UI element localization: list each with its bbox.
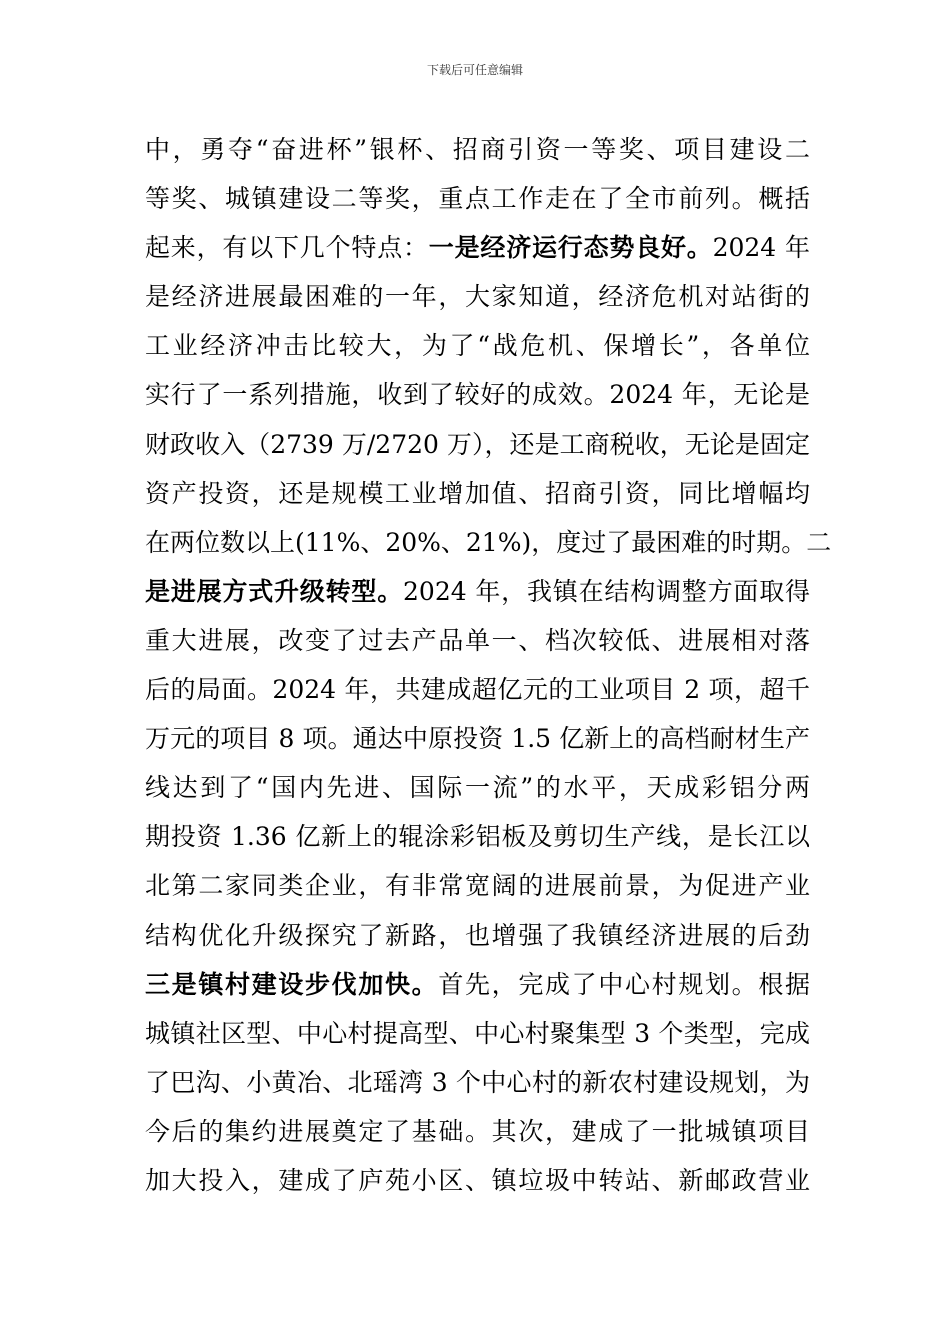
paragraph-text: 资产投资，还是规模工业增加值、招商引资，同比增幅均 — [145, 478, 810, 508]
paragraph-text: 实行了一系列措施，收到了较好的成效。2024 年，无论是 — [145, 380, 810, 410]
body-text — [145, 125, 832, 1205]
text-line — [145, 420, 810, 469]
text-line — [145, 960, 810, 1009]
paragraph-text: 在两位数以上(11%、20%、21%)，度过了最困难的时期。二 — [145, 527, 832, 557]
paragraph-text: 城镇社区型、中心村提高型、中心村聚集型 3 个类型，完成 — [145, 1018, 810, 1048]
text-line — [145, 1156, 810, 1205]
paragraph-text: 北第二家同类企业，有非常宽阔的进展前景，为促进产业 — [145, 871, 810, 901]
text-line — [145, 469, 810, 518]
text-line — [145, 223, 810, 272]
paragraph-text: 加大投入，建成了庐苑小区、镇垃圾中转站、新邮政营业 — [145, 1165, 810, 1195]
text-line — [145, 1009, 810, 1058]
page-header: 下载后可任意编辑 — [426, 63, 523, 77]
paragraph-text: 结构优化升级探究了新路，也增强了我镇经济进展的后劲 — [145, 920, 810, 950]
bold-heading-text: 是进展方式升级转型。 — [145, 576, 404, 606]
paragraph-text: 是经济进展最困难的一年，大家知道，经济危机对站街的 — [145, 282, 810, 312]
paragraph-text: 首先，完成了中心村规划。根据 — [438, 969, 810, 999]
paragraph-text: 重大进展，改变了过去产品单一、档次较低、进展相对落 — [145, 625, 810, 655]
text-line — [145, 518, 832, 567]
text-line — [145, 174, 810, 223]
text-line — [145, 567, 810, 616]
paragraph-text: 了巴沟、小黄冶、北瑶湾 3 个中心村的新农村建设规划，为 — [145, 1067, 810, 1097]
text-line — [145, 1058, 810, 1107]
text-line — [145, 272, 810, 321]
paragraph-text: 财政收入（2739 万/2720 万），还是工商税收，无论是固定 — [145, 429, 810, 459]
text-line — [145, 861, 810, 910]
paragraph-text: 工业经济冲击比较大，为了“战危机、保增长”，各单位 — [145, 331, 810, 361]
text-line — [145, 665, 810, 714]
paragraph-text: 今后的集约进展奠定了基础。其次，建成了一批城镇项目 — [145, 1116, 810, 1146]
text-line — [145, 370, 810, 419]
paragraph-text: 中，勇夺“奋进杯”银杯、招商引资一等奖、项目建设二 — [145, 135, 810, 164]
paragraph-text: 万元的项目 8 项。通达中原投资 1.5 亿新上的高档耐材生产 — [145, 724, 810, 754]
text-line — [145, 616, 810, 665]
text-line — [145, 763, 810, 812]
text-line — [145, 812, 810, 861]
paragraph-text: 线达到了“国内先进、国际一流”的水平，天成彩铝分两 — [145, 773, 810, 803]
text-line — [145, 714, 810, 763]
text-line — [145, 321, 810, 370]
text-line — [145, 125, 810, 174]
paragraph-text: 起来，有以下几个特点： — [145, 233, 429, 263]
text-line — [145, 911, 810, 960]
paragraph-text: 期投资 1.36 亿新上的辊涂彩铝板及剪切生产线，是长江以 — [145, 822, 810, 852]
paragraph-text: 后的局面。2024 年，共建成超亿元的工业项目 2 项，超千 — [145, 675, 810, 705]
text-line — [145, 1107, 810, 1156]
paragraph-text: 2024 年 — [712, 233, 810, 263]
paragraph-text: 2024 年，我镇在结构调整方面取得 — [403, 576, 810, 606]
bold-heading-text: 三是镇村建设步伐加快。 — [145, 969, 439, 999]
paragraph-text: 等奖、城镇建设二等奖，重点工作走在了全市前列。概括 — [145, 184, 810, 214]
bold-heading-text: 一是经济运行态势良好。 — [428, 233, 713, 263]
